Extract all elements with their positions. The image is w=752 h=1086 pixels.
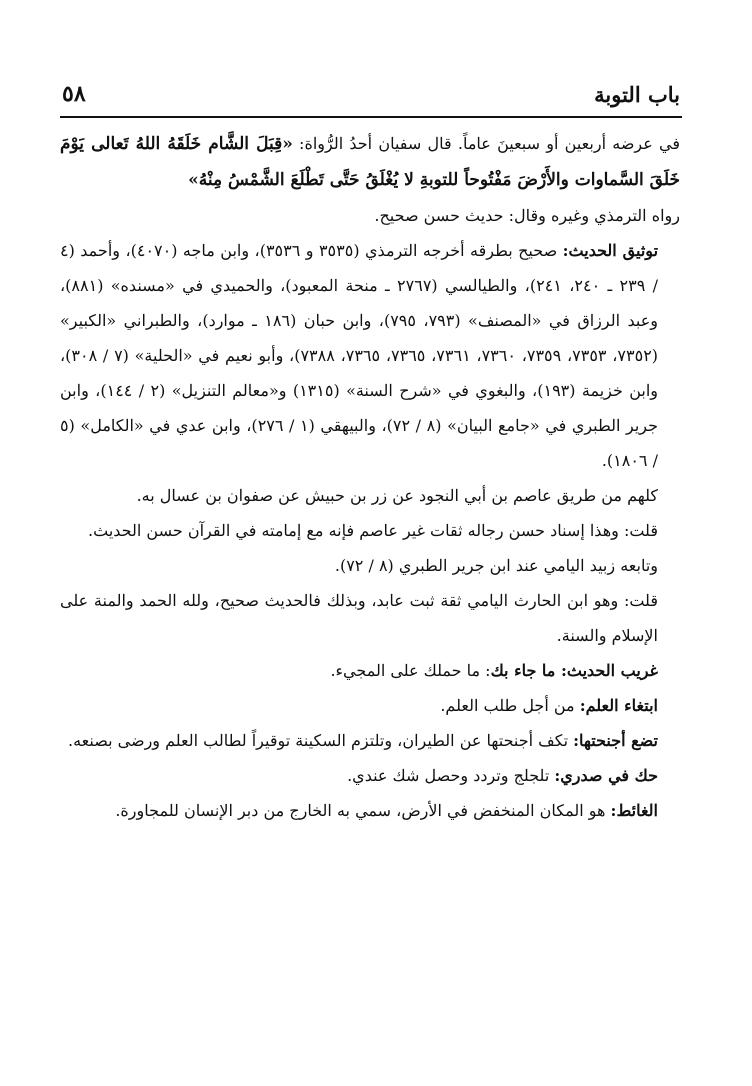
glossary-term: حك في صدري:: [554, 766, 658, 785]
paragraph-text: صحيح بطرقه أخرجه الترمذي (٣٥٣٥ و ٣٥٣٦)، وابن ماجه (٤٠٧٠)، وأحمد (٤ / ٢٣٩ ـ ٢٤٠، ٢٤١)، والطيالسي (٢٧٦٧ ـ منحة المعبود)، والحميدي في «مسنده» (٨٨١)، وعبد الرزاق في «المصنف» (٧٩٣، ٧٩٥)، وابن حبان (١٨٦ ـ موارد)، والطبراني «الكبير» (٧٣٥٢، ٧٣٥٣، ٧٣٥٩، ٧٣٦٠، ٧٣٦١، ٧٣٦٥، ٧٣٦٥، ٧٣٨٨)، وأبو نعيم في «الحلية» (٧ / ٣٠٨)، وابن خزيمة (١٩٣)، والبغوي في «شرح السنة» (١٣١٥) و«معالم التنزيل» (٢ / ١٤٤)، وابن جرير الطبري في «جامع البيان» (٨ / ٧٢)، والبيهقي (١ / ٢٧٦)، وابن عدي في «الكامل» (٥ / ١٨٠٦).: [60, 241, 659, 470]
page-body: [60, 126, 680, 828]
page-number: ٥٨: [62, 81, 86, 107]
paragraph-gharib: [60, 653, 680, 688]
glossary-term: تضع أجنحتها:: [573, 731, 658, 750]
hadith-text: «قِبَلَ الشَّام خَلَقَهُ اللهُ تَعالى يَوْمَ خَلَقَ السَّماوات والأَرْضَ مَفْتُوحاً للتوبةِ لا يُغْلَقُ حَتَّى تَطْلَعَ الشَّمْسُ مِنْهُ»: [60, 134, 680, 190]
header-rule: [60, 116, 682, 118]
paragraph-takhrij: [60, 233, 680, 478]
paragraph-qultu-1: قلت: وهذا إسناد حسن رجاله ثقات غير عاصم فإنه مع إمامته في القرآن حسن الحديث.: [88, 521, 658, 540]
glossary-term: ما جاء بك: [490, 661, 561, 680]
glossary-entry: [60, 758, 680, 793]
glossary-term: ابتغاء العلم:: [579, 696, 658, 715]
paragraph-chain: كلهم من طريق عاصم بن أبي النجود عن زر بن حبيش عن صفوان بن عسال به.: [136, 486, 658, 505]
glossary-definition: : ما حملك على المجيء.: [330, 661, 491, 680]
page-header: [62, 74, 680, 114]
glossary-definition: من أجل طلب العلم.: [440, 696, 580, 715]
glossary-entry: [60, 688, 680, 723]
glossary-entry: [60, 793, 680, 828]
paragraph-narration: رواه الترمذي وغيره وقال: حديث حسن صحيح.: [374, 206, 680, 225]
glossary-entry: [60, 723, 680, 758]
paragraph-mutaba: وتابعه زبيد اليامي عند ابن جرير الطبري (٨ / ٧٢).: [334, 556, 658, 575]
glossary-definition: تكف أجنحتها عن الطيران، وتلتزم السكينة توقيراً لطالب العلم ورضى بصنعه.: [68, 731, 574, 750]
section-heading-tawthiq: توثيق الحديث:: [562, 241, 659, 260]
paragraph-text: في عرضه أربعين أو سبعينَ عاماً. قال سفيان أحدُ الرُّواة:: [292, 134, 680, 153]
chapter-title: باب التوبة: [594, 81, 680, 107]
section-heading-gharib: غريب الحديث:: [560, 661, 658, 680]
glossary-term: الغائط:: [610, 801, 658, 820]
glossary-definition: تلجلج وتردد وحصل شك عندي.: [347, 766, 555, 785]
paragraph-hadith-end: [60, 126, 680, 198]
glossary-definition: هو المكان المنخفض في الأرض، سمي به الخارج من دبر الإنسان للمجاورة.: [115, 801, 611, 820]
paragraph-qultu-2: قلت: وهو ابن الحارث اليامي ثقة ثبت عابد، وبذلك فالحديث صحيح، ولله الحمد والمنة على الإسلام والسنة.: [60, 591, 658, 645]
